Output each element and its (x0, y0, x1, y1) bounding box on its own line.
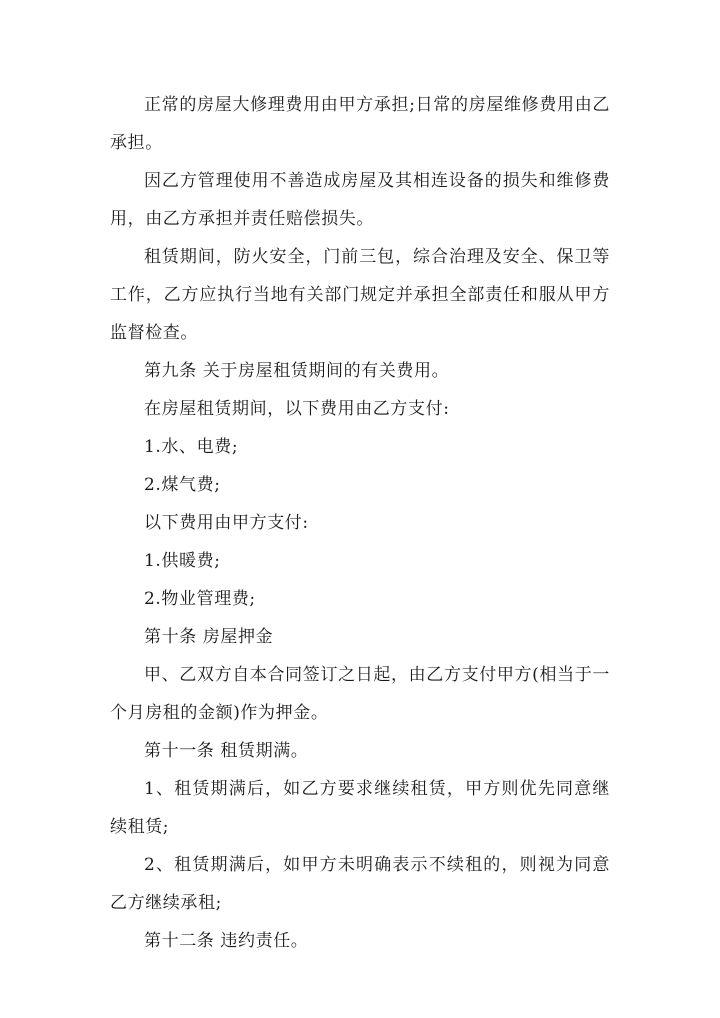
paragraph-safety-duty: 租赁期间，防火安全，门前三包，综合治理及安全、保卫等工作，乙方应执行当地有关部门规定并承担全部责任和服从甲方监督检查。 (110, 247, 610, 343)
paragraph-landlord-fees-intro: 以下费用由甲方支付: (144, 513, 309, 533)
list-item-gas: 2.煤气费; (144, 475, 221, 495)
paragraph-deposit: 甲、乙双方自本合同签订之日起，由乙方支付甲方(相当于一个月房租的金额)作为押金。 (110, 665, 610, 723)
article-12-heading: 第十二条 违约责任。 (144, 931, 309, 951)
list-item-water-electricity: 1.水、电费; (144, 437, 239, 457)
document-body (110, 86, 610, 960)
paragraph-renewal-priority: 1、租赁期满后，如乙方要求继续租赁，甲方则优先同意继续租赁; (110, 779, 610, 837)
paragraph-renewal-default: 2、租赁期满后，如甲方未明确表示不续租的，则视为同意乙方继续承租; (110, 855, 610, 913)
paragraph-major-repair-cost: 正常的房屋大修理费用由甲方承担;日常的房屋维修费用由乙承担。 (110, 95, 610, 153)
paragraph-tenant-fees-intro: 在房屋租赁期间，以下费用由乙方支付: (144, 399, 450, 419)
article-10-heading: 第十条 房屋押金 (144, 627, 274, 647)
article-9-heading: 第九条 关于房屋租赁期间的有关费用。 (144, 361, 450, 381)
paragraph-damage-liability: 因乙方管理使用不善造成房屋及其相连设备的损失和维修费用，由乙方承担并责任赔偿损失。 (110, 171, 610, 229)
article-11-heading: 第十一条 租赁期满。 (144, 741, 309, 761)
list-item-property-management: 2.物业管理费; (144, 589, 256, 609)
list-item-heating: 1.供暖费; (144, 551, 221, 571)
